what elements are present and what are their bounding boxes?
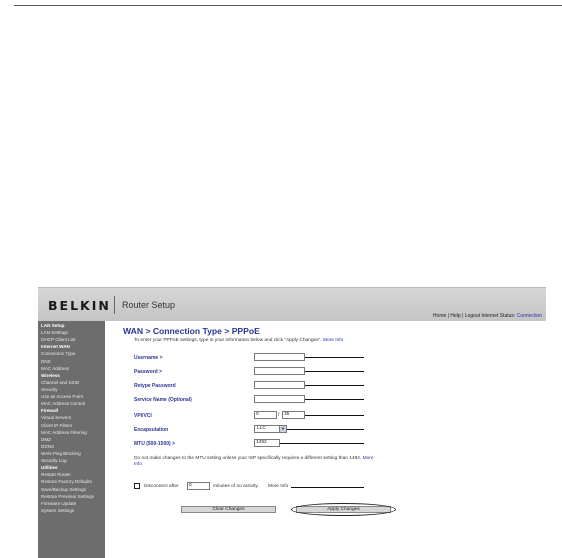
top-nav-links[interactable]: Home | Help | Logout: [432, 313, 480, 319]
password-input[interactable]: [254, 367, 305, 375]
sidebar-item[interactable]: DHCP Client List: [41, 337, 76, 343]
vpi-callout-line: [305, 415, 364, 416]
router-setup-screenshot: [38, 287, 546, 558]
disconnect-more-info-link[interactable]: More Info: [268, 484, 289, 489]
disconnect-minutes-input[interactable]: 0: [187, 482, 210, 490]
sidebar-item[interactable]: DNS: [41, 358, 51, 364]
sidebar-heading: Wireless: [41, 372, 60, 378]
sidebar-item[interactable]: MAC Address Control: [41, 401, 86, 407]
username-callout-line: [305, 357, 364, 358]
sidebar-item[interactable]: Client IP Filters: [41, 422, 73, 428]
encapsulation-value: LLC: [257, 426, 266, 431]
sidebar-item[interactable]: MAC Address: [41, 365, 70, 371]
header-bar: [38, 287, 546, 321]
sidebar-item[interactable]: Security: [41, 386, 58, 392]
username-label: Username >: [134, 355, 163, 361]
sidebar-heading: Firewall: [41, 408, 59, 414]
encapsulation-label: Encapsulation: [134, 427, 169, 433]
mtu-more-info-link[interactable]: More Info: [134, 456, 374, 467]
vpi-vci-separator: /: [278, 412, 280, 418]
brand-logo: BELKIN: [48, 298, 111, 313]
disconnect-after-text: minutes of no activity.: [213, 484, 259, 489]
retype-password-input[interactable]: [254, 381, 305, 389]
sidebar-item[interactable]: Restore Previous Settings: [41, 493, 95, 499]
mtu-callout-line: [280, 443, 364, 444]
vpi-vci-label: VPI/VCI: [134, 413, 152, 419]
sidebar-item[interactable]: Restart Router: [41, 472, 71, 478]
sidebar-item[interactable]: Virtual Servers: [41, 415, 72, 421]
sidebar-heading: LAN Setup: [41, 323, 65, 328]
disconnect-checkbox[interactable]: [134, 483, 140, 489]
brand-subtitle: Router Setup: [122, 300, 176, 310]
sidebar-item[interactable]: System Settings: [41, 507, 75, 513]
apply-changes-button[interactable]: Apply Changes: [296, 506, 391, 513]
chevron-down-icon[interactable]: ▼: [279, 426, 286, 432]
mtu-label: MTU (500-1500) >: [134, 441, 175, 447]
internet-status-label: Internet Status:: [481, 313, 516, 319]
intro-more-info-link[interactable]: More Info: [323, 338, 344, 343]
sidebar-item[interactable]: Restore Factory Defaults: [41, 479, 92, 485]
apply-highlight-ring: [291, 503, 396, 516]
sidebar-item[interactable]: MAC Address Filtering: [41, 429, 87, 435]
sidebar-item[interactable]: Security Log: [41, 458, 67, 464]
vci-input[interactable]: 35: [282, 411, 305, 419]
username-input[interactable]: [254, 353, 305, 361]
disconnect-before-text: Disconnect after: [144, 484, 179, 489]
mtu-note: [134, 456, 374, 467]
service-name-input[interactable]: [254, 395, 305, 403]
vpi-input[interactable]: 0: [254, 411, 277, 419]
encapsulation-select[interactable]: [254, 425, 287, 433]
retype-callout-line: [305, 385, 364, 386]
intro-text: [134, 338, 343, 343]
page-top-rule: [14, 5, 562, 6]
service-name-label: Service Name (Optional): [134, 397, 192, 403]
password-label: Password >: [134, 369, 162, 375]
sidebar-item[interactable]: Firmware Update: [41, 500, 77, 506]
sidebar-item[interactable]: DDNS: [41, 443, 55, 449]
page-title: WAN > Connection Type > PPPoE: [123, 326, 260, 336]
retype-password-label: Retype Password: [134, 383, 176, 389]
internet-status-value: Connection: [516, 313, 542, 319]
sidebar-heading: Internet WAN: [41, 344, 70, 350]
intro-body: To enter your PPPoE settings, type in your information below and click "Apply Changes".: [134, 338, 322, 343]
sidebar-item[interactable]: WAN Ping Blocking: [41, 450, 81, 456]
clear-changes-button[interactable]: Clear Changes: [181, 506, 276, 513]
disconnect-callout-line: [291, 487, 364, 488]
sidebar-item[interactable]: Connection Type: [41, 351, 76, 357]
password-callout-line: [305, 371, 364, 372]
service-callout-line: [305, 399, 364, 400]
encapsulation-callout-line: [287, 429, 364, 430]
main-content: [105, 321, 546, 558]
top-links: [433, 313, 542, 319]
sidebar-item[interactable]: Save/Backup Settings: [41, 486, 86, 492]
brand-divider: [114, 296, 115, 314]
sidebar-item[interactable]: LAN Settings: [41, 330, 68, 336]
sidebar-item[interactable]: Channel and SSID: [41, 379, 80, 385]
mtu-note-text: Do not make changes to the MTU setting unless your ISP specifically requires a different setting than 1492.: [134, 456, 362, 461]
sidebar-item[interactable]: Use as Access Point: [41, 394, 83, 400]
sidebar-item[interactable]: DMZ: [41, 436, 51, 442]
sidebar: [38, 321, 105, 558]
mtu-input[interactable]: 1492: [254, 439, 280, 447]
sidebar-heading: Utilities: [41, 465, 58, 471]
